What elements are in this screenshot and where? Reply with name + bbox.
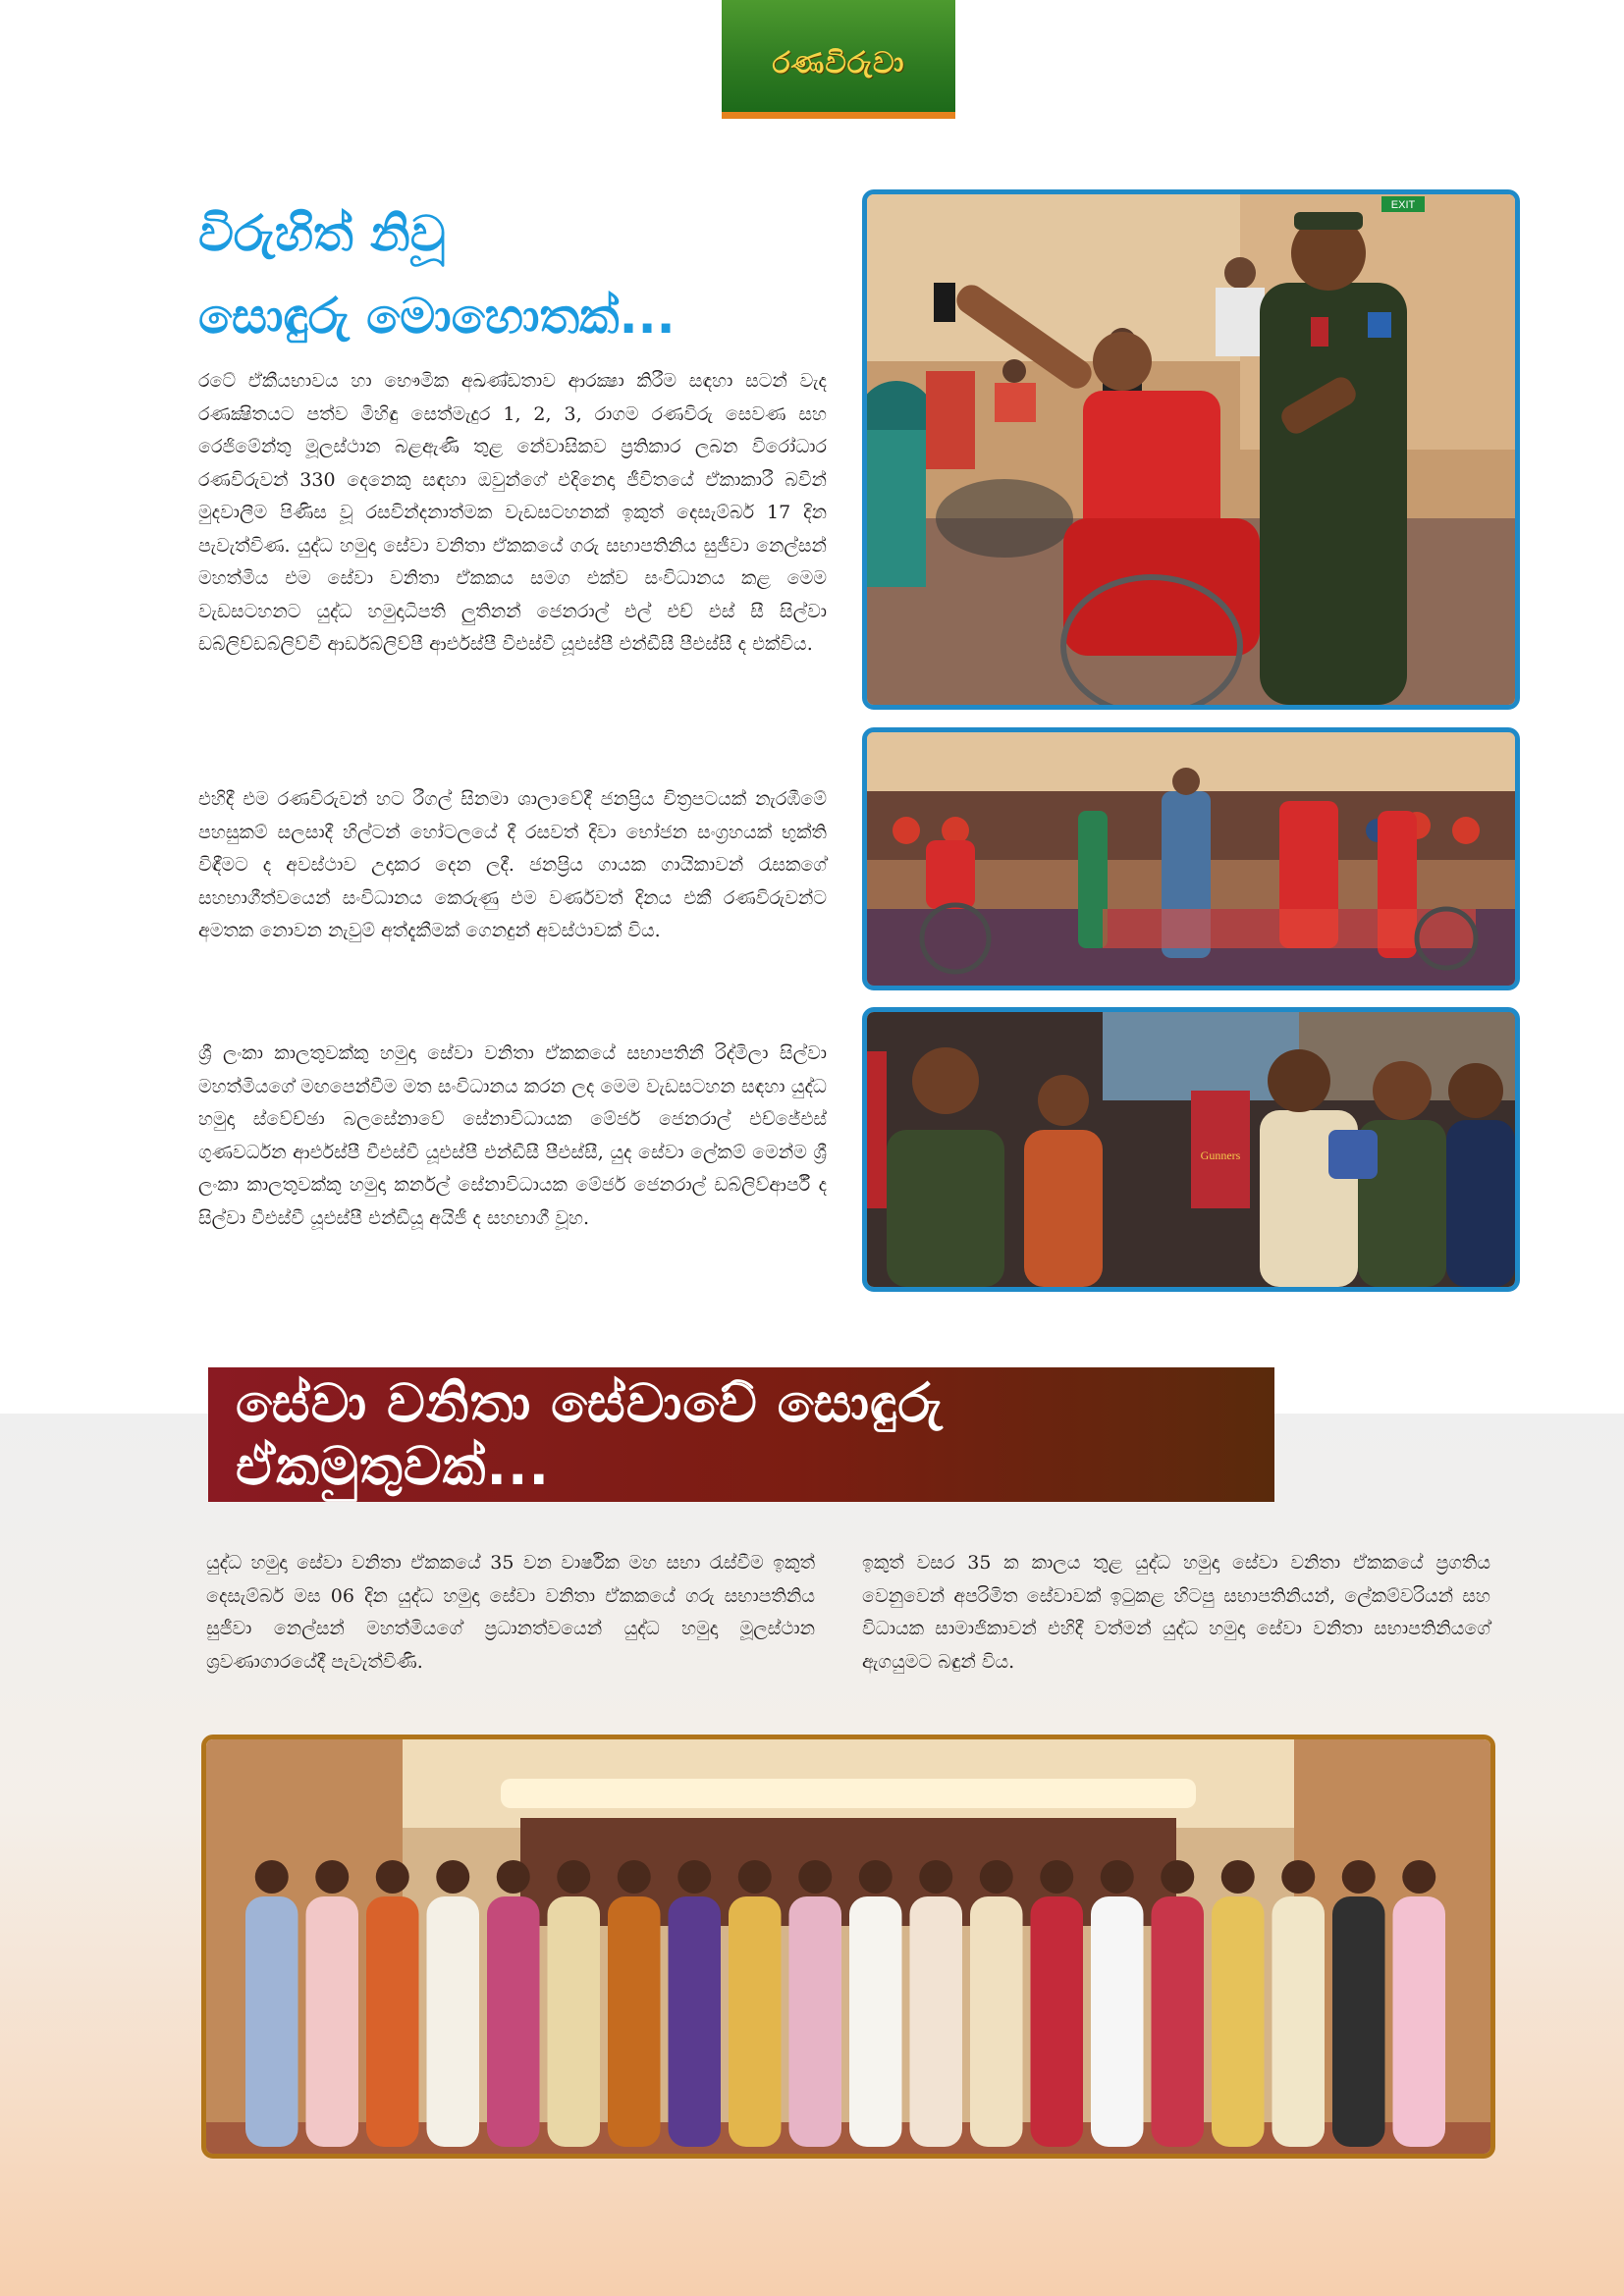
person-figure xyxy=(910,1896,963,2147)
person-head xyxy=(1101,1860,1134,1894)
person-head xyxy=(618,1860,651,1894)
section-paragraph-right: ඉකුත් වසර 35 ක කාලය තුළ යුද්ධ හමුදා සේවා වනිතා ඒකකයේ ප්‍රගතිය වෙනුවෙන් අපරිමිත සේවාවක් ඉටුකළ හිටපු සභාපතිනියන්, ලේකම්වරියන් සහ විධායක සාමාජිකාවන් එහිදී වත්මන් යුද්ධ හමුදා සේවා වනිතා සභාපතිනියගේ ඇගයුමට බඳුන් විය. xyxy=(862,1552,1490,1673)
headline-line-2: සොඳුරු මොහොතක්... xyxy=(198,288,676,345)
person-figure xyxy=(1152,1896,1205,2147)
article-paragraph-2: එහිදී එම රණවිරුවන් හට රීගල් සිනමා ශාලාවේදී ජනප්‍රිය චිත්‍රපටයක් නැරඹීමේ පහසුකම් සලසාදී හිල්ටන් හෝටලයේ දී රසවත් දිවා භෝජන සංග්‍රහයක් භුක්ති විඳීමට ද අවස්ථාව උදාකර දෙන ලදී. ජනප්‍රිය ගායක ගායිකාවන් රැසකගේ සහභාගීත්වයෙන් සංවිධානය කෙරුණු එම වර්ණවත් දිනය එකී රණවිරුවන්ට අමතක නොවන නැවුම් අත්දැකීමක් ගෙනදුන් අවස්ථාවක් විය. xyxy=(198,788,827,941)
selfie-event-photo xyxy=(862,189,1520,710)
section-banner-title: සේවා වනිතා සේවාවේ සොඳුරු ඒකමුතුවක්... xyxy=(236,1371,944,1497)
person-head xyxy=(980,1860,1013,1894)
person-figure xyxy=(1031,1896,1084,2147)
person-head xyxy=(1342,1860,1376,1894)
person-figure xyxy=(427,1896,480,2147)
person-figure xyxy=(849,1896,902,2147)
presentation-photo xyxy=(862,1007,1520,1292)
exit-sign-text: EXIT xyxy=(1390,199,1416,211)
person-figure xyxy=(789,1896,842,2147)
article-headline xyxy=(198,192,676,357)
person-head xyxy=(1221,1860,1255,1894)
person-head xyxy=(677,1860,711,1894)
person-head xyxy=(1281,1860,1315,1894)
person-figure xyxy=(1212,1896,1265,2147)
person-figure xyxy=(548,1896,601,2147)
person-figure xyxy=(366,1896,419,2147)
person-head xyxy=(376,1860,409,1894)
person-head xyxy=(436,1860,469,1894)
person-figure xyxy=(970,1896,1023,2147)
person-head xyxy=(315,1860,349,1894)
masthead-title: රණවිරුවා xyxy=(772,45,905,80)
person-figure xyxy=(608,1896,661,2147)
person-head xyxy=(557,1860,590,1894)
person-head xyxy=(1161,1860,1194,1894)
person-head xyxy=(738,1860,772,1894)
section-paragraph-left: යුද්ධ හමුදා සේවා වනිතා ඒකකයේ 35 වන වාර්ෂික මහ සභා රැස්වීම ඉකුත් දෙසැම්බර් මස 06 දින යුද්ධ හමුදා සේවා වනිතා ඒකකයේ ගරු සභාපතිනිය සුජීවා නෙල්සන් මහත්මියගේ ප්‍රධානත්වයෙන් යුද්ධ හමුදා මූලස්ථාන ශ්‍රවණාගාරයේදී පැවැත්විණි. xyxy=(206,1552,815,1673)
person-figure xyxy=(245,1896,298,2147)
person-figure xyxy=(1393,1896,1446,2147)
person-head xyxy=(919,1860,952,1894)
headline-line-1: විරුහිත් නිවූ xyxy=(198,205,446,262)
person-figure xyxy=(729,1896,782,2147)
dance-hall-photo xyxy=(862,727,1520,990)
masthead xyxy=(722,0,955,119)
article-paragraph-1: රටේ ඒකීයභාවය හා භෞමික අඛණ්ඩතාව ආරක්‍ෂා කිරීම සඳහා සටන් වැද රණක්‍ෂිතයට පත්ව මිහිඳු සෙත්මැදුර 1, 2, 3, රාගම රණවිරු සෙවණ සහ රෙජිමේන්තු මූලස්ථාන බළඇණි තුළ නේවාසිකව ප්‍රතිකාර ලබන විරෝධාර රණවිරුවන් 330 දෙනෙකු සඳහා ඔවුන්ගේ එදිනෙදා ජීවිතයේ ඒකාකාරී බවින් මුදවාලීම පිණිස වූ රසවින්දනාත්මක වැඩසටහනක් ඉකුත් දෙසැම්බර් 17 දින පැවැත්විණ. යුද්ධ හමුදා සේවා වනිතා ඒකකයේ ගරු සභාපතිනිය සුජීවා නෙල්සන් මහත්මිය එම සේවා වනිතා ඒකකය සමග එක්ව සංවිධානය කළ මෙම වැඩසටහනට යුද්ධ හමුදාධිපති ලුතිනන් ජෙනරාල් එල් එච් එස් සී සිල්වා ඩබ්ලිව්ඩබ්ලිව්වී ආර්ඩබ්ලිව්පී ආර්එස්පී වීඑස්වී යූඑස්පී එන්ඩීසී පීඑස්සී ද එක්විය. xyxy=(198,370,827,655)
person-head xyxy=(859,1860,893,1894)
person-figure xyxy=(1332,1896,1385,2147)
person-head xyxy=(497,1860,530,1894)
person-figure xyxy=(1091,1896,1144,2147)
person-figure xyxy=(1272,1896,1326,2147)
section-banner xyxy=(208,1367,1274,1502)
person-head xyxy=(1040,1860,1073,1894)
article-paragraph-3: ශ්‍රී ලංකා කාලතුවක්කු හමුදා සේවා වනිතා ඒකකයේ සභාපතිනී රිද්මිලා සිල්වා මහත්මියගේ මඟපෙන්වීම මත සංවිධානය කරන ලද මෙම වැඩසටහන සඳහා යුද්ධ හමුදා ස්වේච්ඡා බලසේනාවේ සේනාවිධායක මේජර් ජෙනරාල් එච්ජේඑස් ගුණවර්ධන ආර්එස්පී වීඑස්වී යූඑස්පී එන්ඩීසී පීඑස්සී, යුද සේවා ලේකම් මෙන්ම ශ්‍රී ලංකා කාලතුවක්කු හමුදා කර්නල් සේනාවිධායක මේජර් ජෙනරාල් ඩබ්ලිව්ආර්පී ද සිල්වා වීඑස්වී යූඑස්පී එන්ඩීයූ අයිජී ද සහභාගී වූහ. xyxy=(198,1042,827,1229)
person-figure xyxy=(669,1896,722,2147)
group-photo xyxy=(201,1735,1495,2159)
person-head xyxy=(798,1860,832,1894)
person-figure xyxy=(306,1896,359,2147)
gunners-banner-text: Gunners xyxy=(1200,1148,1241,1162)
person-figure xyxy=(487,1896,540,2147)
person-head xyxy=(1402,1860,1435,1894)
person-head xyxy=(255,1860,289,1894)
